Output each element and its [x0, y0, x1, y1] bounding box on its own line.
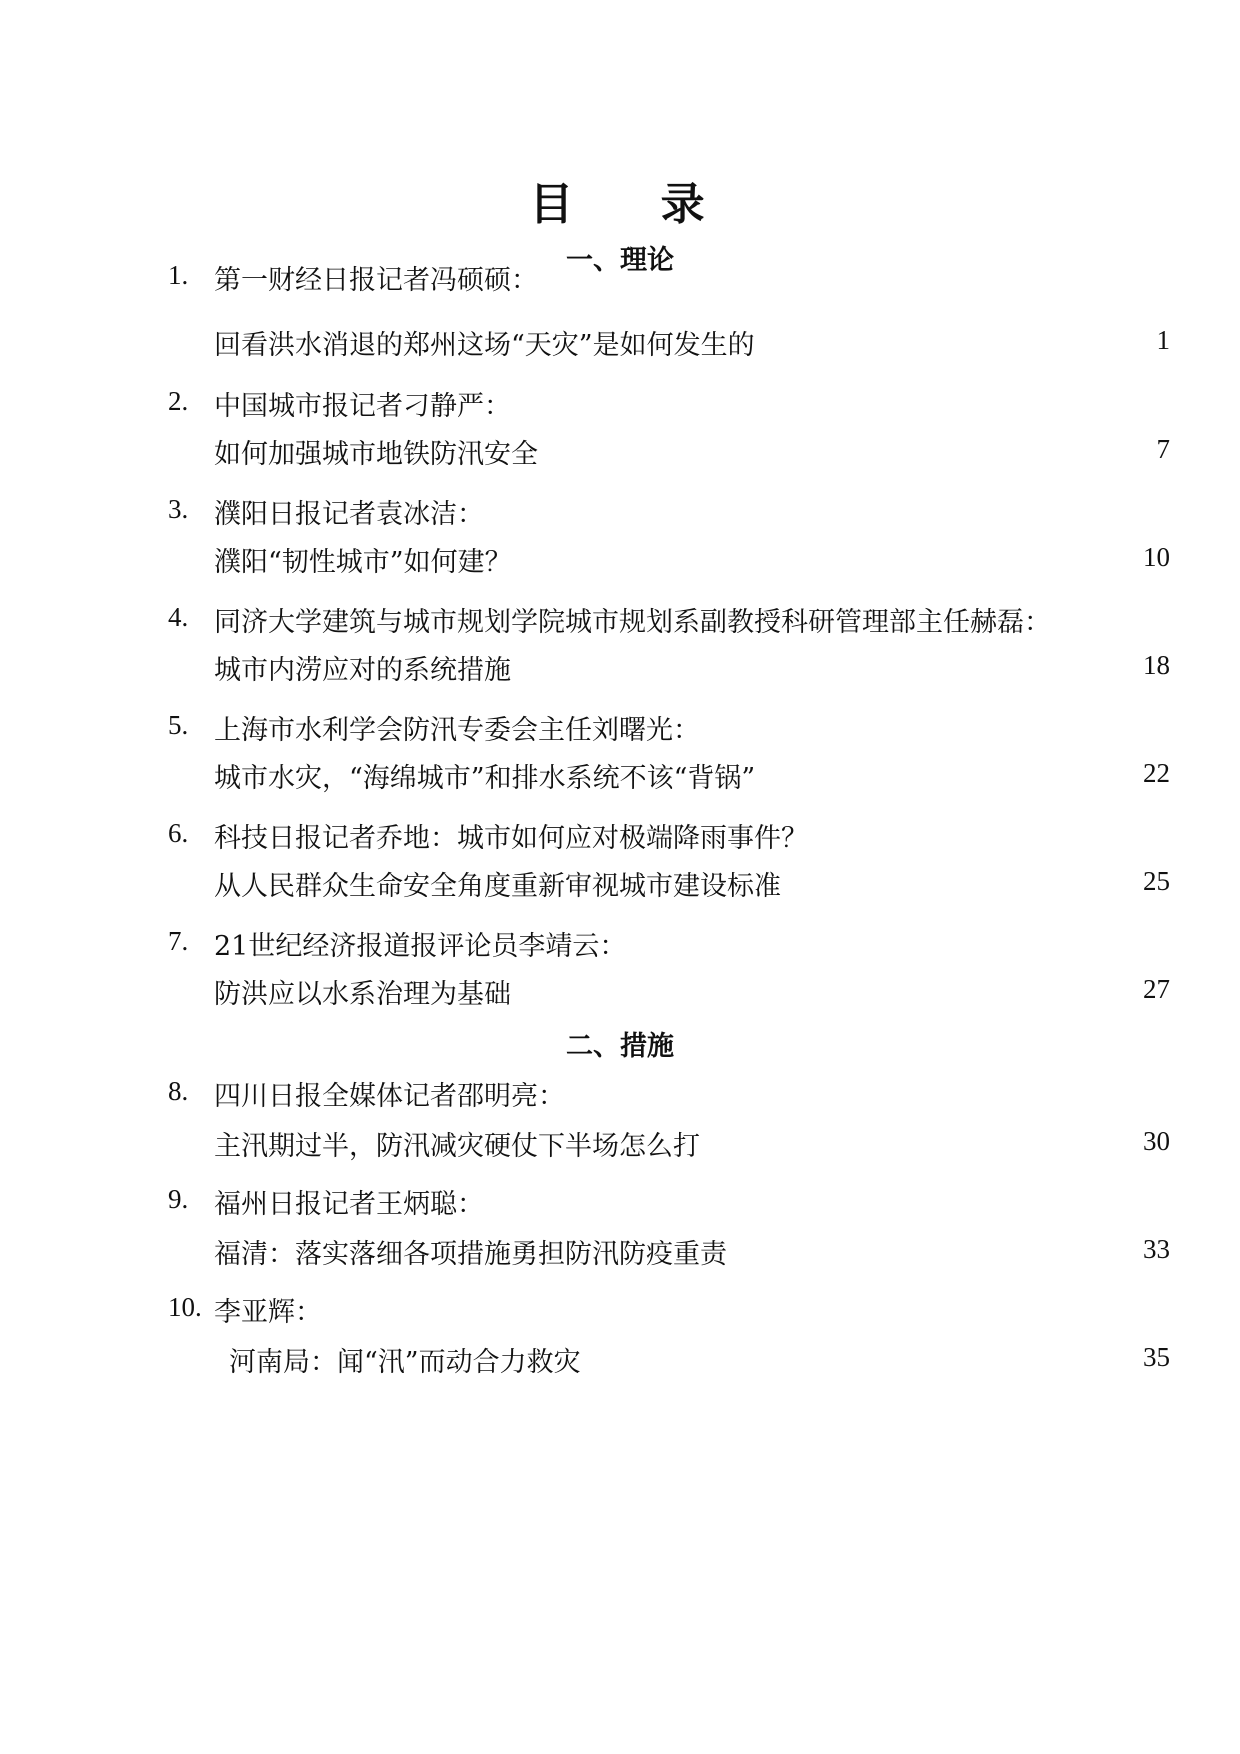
entry-page-number: 7 — [1156, 434, 1170, 464]
entry-page-number: 27 — [1143, 974, 1170, 1004]
entry-number: 1. — [168, 260, 189, 290]
entry-page-number: 30 — [1143, 1126, 1170, 1156]
entry-page-number: 10 — [1143, 542, 1170, 572]
entry-author: 福州日报记者王炳聪： — [214, 1189, 484, 1220]
entry-number: 6. — [168, 818, 189, 848]
entry-author: 21世纪经济报道报评论员李靖云： — [214, 931, 627, 962]
entry-author: 科技日报记者乔地：城市如何应对极端降雨事件？ — [214, 823, 808, 854]
entry-number: 4. — [168, 602, 189, 632]
entry-author: 濮阳日报记者袁冰洁： — [214, 499, 484, 530]
entry-article-title: 回看洪水消退的郑州这场“天灾”是如何发生的 — [214, 330, 755, 361]
entry-page-number: 33 — [1143, 1234, 1170, 1264]
entry-number: 10. — [168, 1292, 202, 1322]
entry-article-title: 如何加强城市地铁防汛安全 — [214, 439, 538, 470]
entry-article-title: 福清：落实落细各项措施勇担防汛防疫重责 — [214, 1239, 727, 1270]
entry-number: 5. — [168, 710, 189, 740]
entry-number: 2. — [168, 386, 189, 416]
entry-author: 同济大学建筑与城市规划学院城市规划系副教授科研管理部主任赫磊： — [214, 607, 1051, 638]
entry-page-number: 1 — [1156, 325, 1170, 355]
entry-page-number: 35 — [1143, 1342, 1170, 1372]
entry-author: 第一财经日报记者冯硕硕： — [214, 265, 538, 296]
entry-article-title: 主汛期过半，防汛减灾硬仗下半场怎么打 — [214, 1131, 700, 1162]
entry-author: 中国城市报记者刁静严： — [214, 391, 511, 422]
entry-article-title: 城市内涝应对的系统措施 — [214, 655, 511, 686]
entry-author: 上海市水利学会防汛专委会主任刘曙光： — [214, 715, 700, 746]
entry-number: 9. — [168, 1184, 189, 1214]
entry-article-title: 防洪应以水系治理为基础 — [214, 979, 511, 1010]
entry-page-number: 18 — [1143, 650, 1170, 680]
entry-article-title: 城市水灾，“海绵城市”和排水系统不该“背锅” — [214, 763, 756, 794]
section-heading-theory: 一、理论 — [566, 245, 674, 276]
entry-article-title: 河南局：闻“汛”而动合力救灾 — [229, 1347, 581, 1378]
entry-page-number: 25 — [1143, 866, 1170, 896]
entry-author: 四川日报全媒体记者邵明亮： — [214, 1081, 565, 1112]
section-heading-measures: 二、措施 — [566, 1031, 674, 1062]
toc-title: 目 录 — [529, 179, 741, 230]
entry-author: 李亚辉： — [214, 1297, 322, 1328]
entry-number: 8. — [168, 1076, 189, 1106]
entry-number: 7. — [168, 926, 189, 956]
entry-article-title: 从人民群众生命安全角度重新审视城市建设标准 — [214, 871, 781, 902]
entry-article-title: 濮阳“韧性城市”如何建？ — [214, 547, 512, 578]
entry-number: 3. — [168, 494, 189, 524]
entry-page-number: 22 — [1143, 758, 1170, 788]
